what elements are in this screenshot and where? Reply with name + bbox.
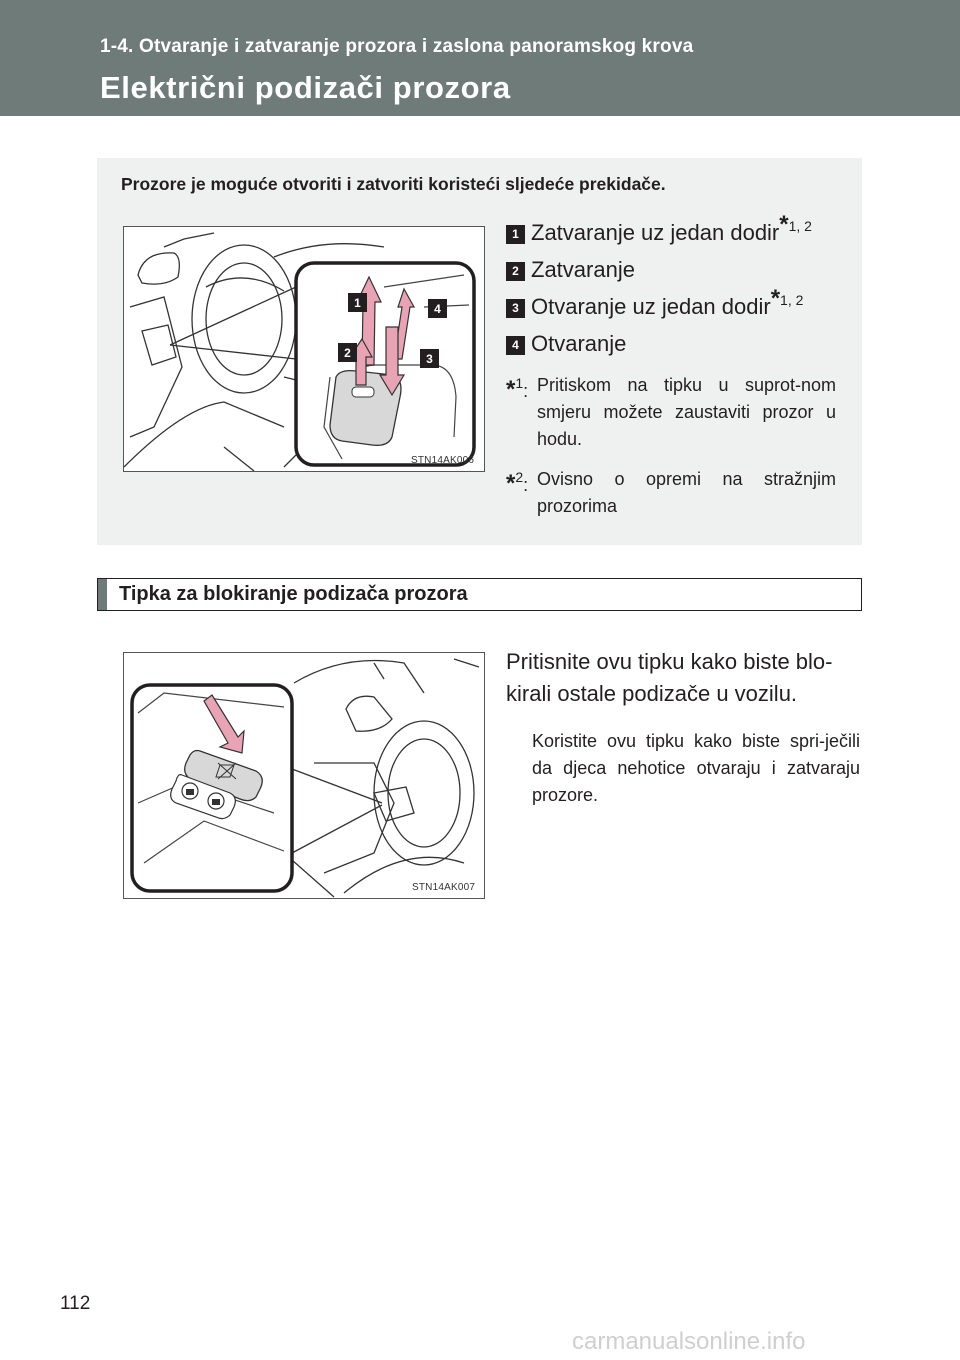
footnote-mark: * (506, 376, 516, 403)
info-box (97, 158, 862, 545)
page-number: 112 (60, 1293, 91, 1314)
lock-instruction: Pritisnite ovu tipku kako biste blo-kirali ostale podizače u vozilu. (506, 649, 833, 706)
legend-badge-4: 4 (506, 336, 525, 355)
lock-section-title: Tipka za blokiranje podizača prozora (119, 583, 468, 605)
legend-item-4 (506, 331, 836, 368)
footnote-2: *$^2$: Ovisno o opremi na stražnjim prozorima (506, 466, 836, 520)
legend-label: Otvaranje (531, 331, 627, 356)
window-switch-drawing (124, 227, 484, 471)
footnote-mark: * (506, 470, 516, 497)
legend-badge-1: 1 (506, 225, 525, 244)
watermark: carmanualsonline.info (572, 1328, 806, 1355)
legend-list (506, 211, 836, 368)
legend-label: Zatvaranje (531, 257, 635, 282)
footnote-star: * (779, 211, 789, 238)
lock-switch-drawing (124, 653, 484, 898)
intro-text: Prozore je moguće otvoriti i zatvoriti koristeći sljedeće prekidače. (121, 174, 666, 194)
footnote-text: Ovisno o opremi na stražnjim prozorima (537, 469, 836, 516)
window-switch-illustration (123, 226, 485, 472)
figure-code: STN14AK006 (411, 455, 475, 466)
footnote-star: * (770, 285, 781, 312)
legend-label: Zatvaranje uz jedan dodir (531, 220, 780, 245)
section-title: 1-4. Otvaranje i zatvaranje prozora i zaslona panoramskog krova (100, 36, 694, 57)
figure-code: STN14AK007 (412, 882, 476, 893)
page-title: Električni podizači prozora (100, 70, 511, 105)
footnote-ref: 1, 2 (788, 218, 812, 234)
callout-3: 3 (426, 352, 433, 366)
header-accent-bar (98, 579, 107, 610)
callout-2: 2 (344, 346, 351, 360)
callout-4: 4 (434, 302, 441, 316)
lock-section-header (97, 578, 862, 611)
legend-item-3 (506, 285, 836, 331)
legend-badge-2: 2 (506, 262, 525, 281)
footnote-1: *$^1$: Pritiskom na tipku u suprot-nom smjeru možete zaustaviti prozor u hodu. (506, 372, 836, 453)
lock-note: Koristite ovu tipku kako biste spri-ječili da djeca nehotice otvaraju i zatvaraju prozore. (532, 731, 860, 805)
footnote-ref: 1, 2 (780, 292, 804, 308)
footnote-number: 2 (515, 469, 524, 485)
legend-item-2 (506, 257, 836, 294)
lock-switch-illustration (123, 652, 485, 899)
footnote-text: Pritiskom na tipku u suprot-nom smjeru možete zaustaviti prozor u hodu. (537, 375, 836, 449)
legend-item-1 (506, 211, 836, 257)
footnote-number: 1 (515, 375, 524, 391)
chapter-header (0, 0, 960, 116)
callout-1: 1 (354, 296, 361, 310)
legend-label: Otvaranje uz jedan dodir (531, 294, 771, 319)
legend-badge-3: 3 (506, 299, 525, 318)
